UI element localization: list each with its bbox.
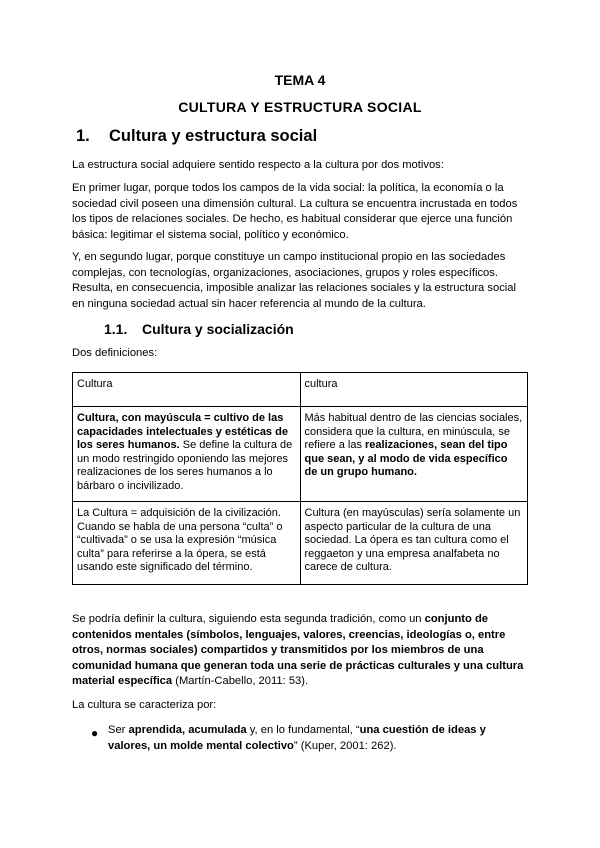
text-run: ” (Kuper, 2001: 262). (293, 739, 397, 752)
table-cell-r2-right: Cultura (en mayúsculas) sería solamente un aspecto particular de la cultura de una sociedad. La ópera es tan cultura como el reggaeton y una empresa analfabeta no carece de cultura. (300, 502, 528, 585)
paragraph-definition (72, 612, 528, 690)
paragraph-second: Y, en segundo lugar, porque constituye un campo institucional propio en las sociedades complejas, con tecnologías, organizaciones, asociaciones, grupos y roles específicos. Resulta, en consecuencia, imposible analizar las relaciones sociales y la estructura social en ninguna sociedad actual sin hacer referencia al mundo de la cultura. (72, 251, 516, 310)
doc-tema: TEMA 4 (274, 72, 326, 88)
table-row (73, 373, 528, 407)
bullet-marker: ● (91, 726, 99, 740)
cell-bold-text: realizaciones, sean del tipo que sean, y al modo de vida específico de un grupo humano. (304, 439, 508, 479)
paragraph-intro: La estructura social adquiere sentido respecto a la cultura por dos motivos: (72, 159, 444, 171)
table-header-right: cultura (300, 373, 528, 407)
paragraph-first: En primer lugar, porque todos los campos de la vida social: la política, la economía o la sociedad civil poseen una dimensión cultural. La cultura se encuentra incrustada en todos los tipos de relaciones sociales. De hecho, es habitual considerar que ejerce una función básica: legitimar el sistema social, político y económico. (72, 182, 518, 241)
text-run: Se podría definir la cultura, siguiendo esta segunda tradición, como un (72, 613, 425, 625)
bold-text-run: una cuestión de ideas y valores, un molde mental colectivo (108, 724, 486, 752)
section-1-1-number: 1.1. (104, 321, 128, 337)
paragraph-caracteriza: La cultura se caracteriza por: (72, 699, 217, 711)
definitions-table (72, 372, 528, 585)
paragraph-dos-definiciones: Dos definiciones: (72, 347, 158, 359)
table-row (73, 407, 528, 502)
doc-title: CULTURA Y ESTRUCTURA SOCIAL (178, 99, 422, 115)
section-1-1-heading (104, 321, 294, 337)
table-cell-r2-left: La Cultura = adquisición de la civilización. Cuando se habla de una persona “culta” o “cultivada” o se usa la expresión “música culta” para referirse a la ópera, se está usando este significado del término. (73, 502, 301, 585)
section-1-number: 1. (76, 127, 90, 145)
cell-bold-text: Cultura, con mayúscula = cultivo de las capacidades intelectuales y estéticas de los seres humanos. (77, 412, 288, 452)
bullet-item (108, 723, 528, 754)
section-1-heading (76, 127, 317, 146)
bold-text-run: conjunto de contenidos mentales (símbolos, lenguajes, valores, creencias, ideologías o, entre otros, normas sociales) compartidos y transmitidos por los miembros de una comunidad humana que generan toda una serie de prácticas culturales y una cultura material específica (72, 613, 524, 688)
text-run: Ser (108, 724, 129, 736)
text-run: y, en lo fundamental, “ (246, 724, 360, 736)
section-1-title: Cultura y estructura social (109, 127, 318, 145)
table-header-left: Cultura (73, 373, 301, 407)
text-run: (Martín-Cabello, 2011: 53). (172, 675, 309, 688)
cell-text: Más habitual dentro de las ciencias sociales, considera que la cultura, en minúscula, se refiere a las (304, 412, 523, 452)
cell-text: Se define la cultura de un modo restringido oponiendo las mejores realizaciones de los seres humanos a lo bárbaro o incivilizado. (77, 439, 293, 492)
bold-text-run: aprendida, acumulada (128, 724, 247, 736)
section-1-1-title: Cultura y socialización (142, 321, 294, 337)
table-row (73, 502, 528, 585)
table-cell-r1-right (300, 407, 528, 502)
table-cell-r1-left (73, 407, 301, 502)
